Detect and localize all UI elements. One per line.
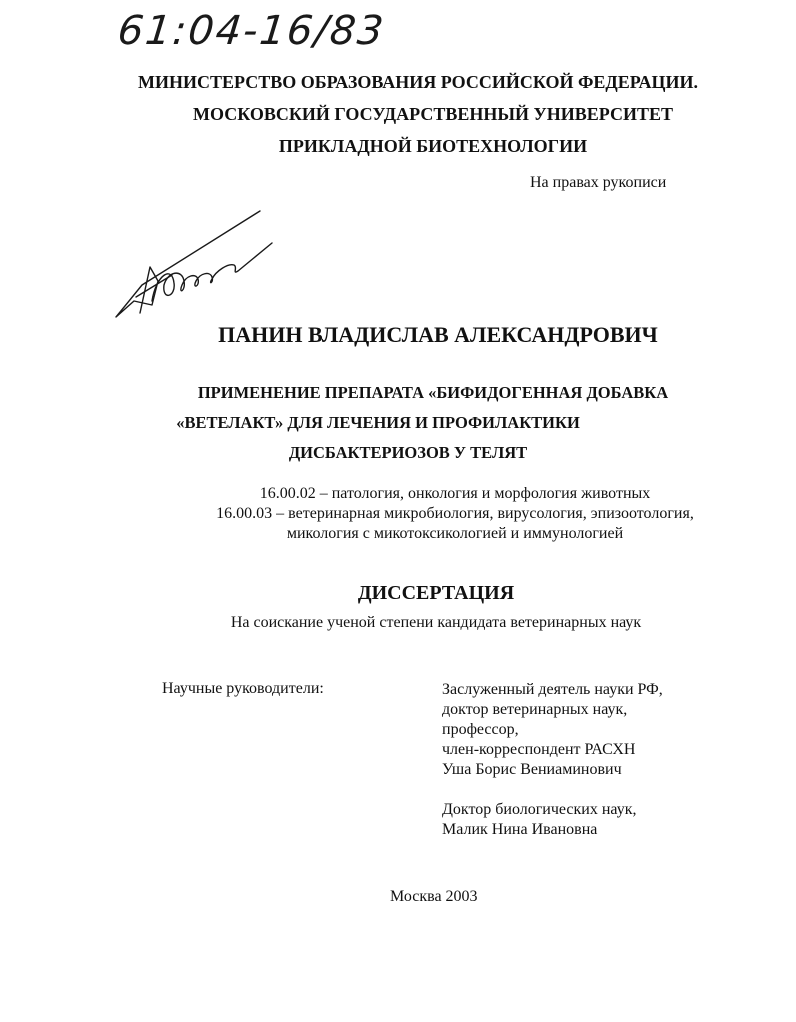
supervisor-line: доктор ветеринарных наук, <box>442 701 628 718</box>
supervisor-first <box>442 680 663 780</box>
signature-stroke <box>152 243 272 301</box>
city-year: Москва 2003 <box>390 888 478 905</box>
institution-line: МИНИСТЕРСТВО ОБРАЗОВАНИЯ РОССИЙСКОЙ ФЕДЕРАЦИИ. <box>137 72 698 92</box>
institution-line: МОСКОВСКИЙ ГОСУДАРСТВЕННЫЙ УНИВЕРСИТЕТ <box>193 104 673 124</box>
supervisor-line: профессор, <box>442 721 519 738</box>
author-name: ПАНИН ВЛАДИСЛАВ АЛЕКСАНДРОВИЧ <box>218 322 658 347</box>
institution-header <box>0 66 796 162</box>
archive-number: 61:04-16/83 <box>115 8 388 54</box>
specialty-line: 16.00.02 – патология, онкология и морфология животных <box>259 485 651 502</box>
thesis-title <box>0 378 796 468</box>
document-type: ДИССЕРТАЦИЯ <box>357 582 515 604</box>
specialty-line: микология с микотоксикологией и иммунологией <box>286 525 624 542</box>
supervisor-second <box>442 800 636 840</box>
supervisor-line: член-корреспондент РАСХН <box>442 741 636 758</box>
supervisor-line: Доктор биологических наук, <box>442 801 637 818</box>
title-line: ДИСБАКТЕРИОЗОВ У ТЕЛЯТ <box>288 443 528 462</box>
rights-note: На правах рукописи <box>530 174 667 191</box>
signature-stroke <box>116 211 260 317</box>
supervisors-label: Научные руководители: <box>162 680 324 697</box>
supervisor-line: Малик Нина Ивановна <box>442 821 598 838</box>
supervisor-line: Уша Борис Вениаминович <box>442 761 622 778</box>
institution-line: ПРИКЛАДНОЙ БИОТЕХНОЛОГИИ <box>278 136 588 156</box>
title-line: «ВЕТЕЛАКТ» ДЛЯ ЛЕЧЕНИЯ И ПРОФИЛАКТИКИ <box>176 413 580 432</box>
degree-statement: На соискание ученой степени кандидата ветеринарных наук <box>230 614 642 631</box>
supervisor-line: Заслуженный деятель науки РФ, <box>442 681 663 698</box>
specialties <box>150 484 760 544</box>
signature <box>112 205 282 325</box>
title-line: ПРИМЕНЕНИЕ ПРЕПАРАТА «БИФИДОГЕННАЯ ДОБАВКА <box>197 383 669 402</box>
specialty-line: 16.00.03 – ветеринарная микробиология, вирусология, эпизоотология, <box>216 505 694 522</box>
